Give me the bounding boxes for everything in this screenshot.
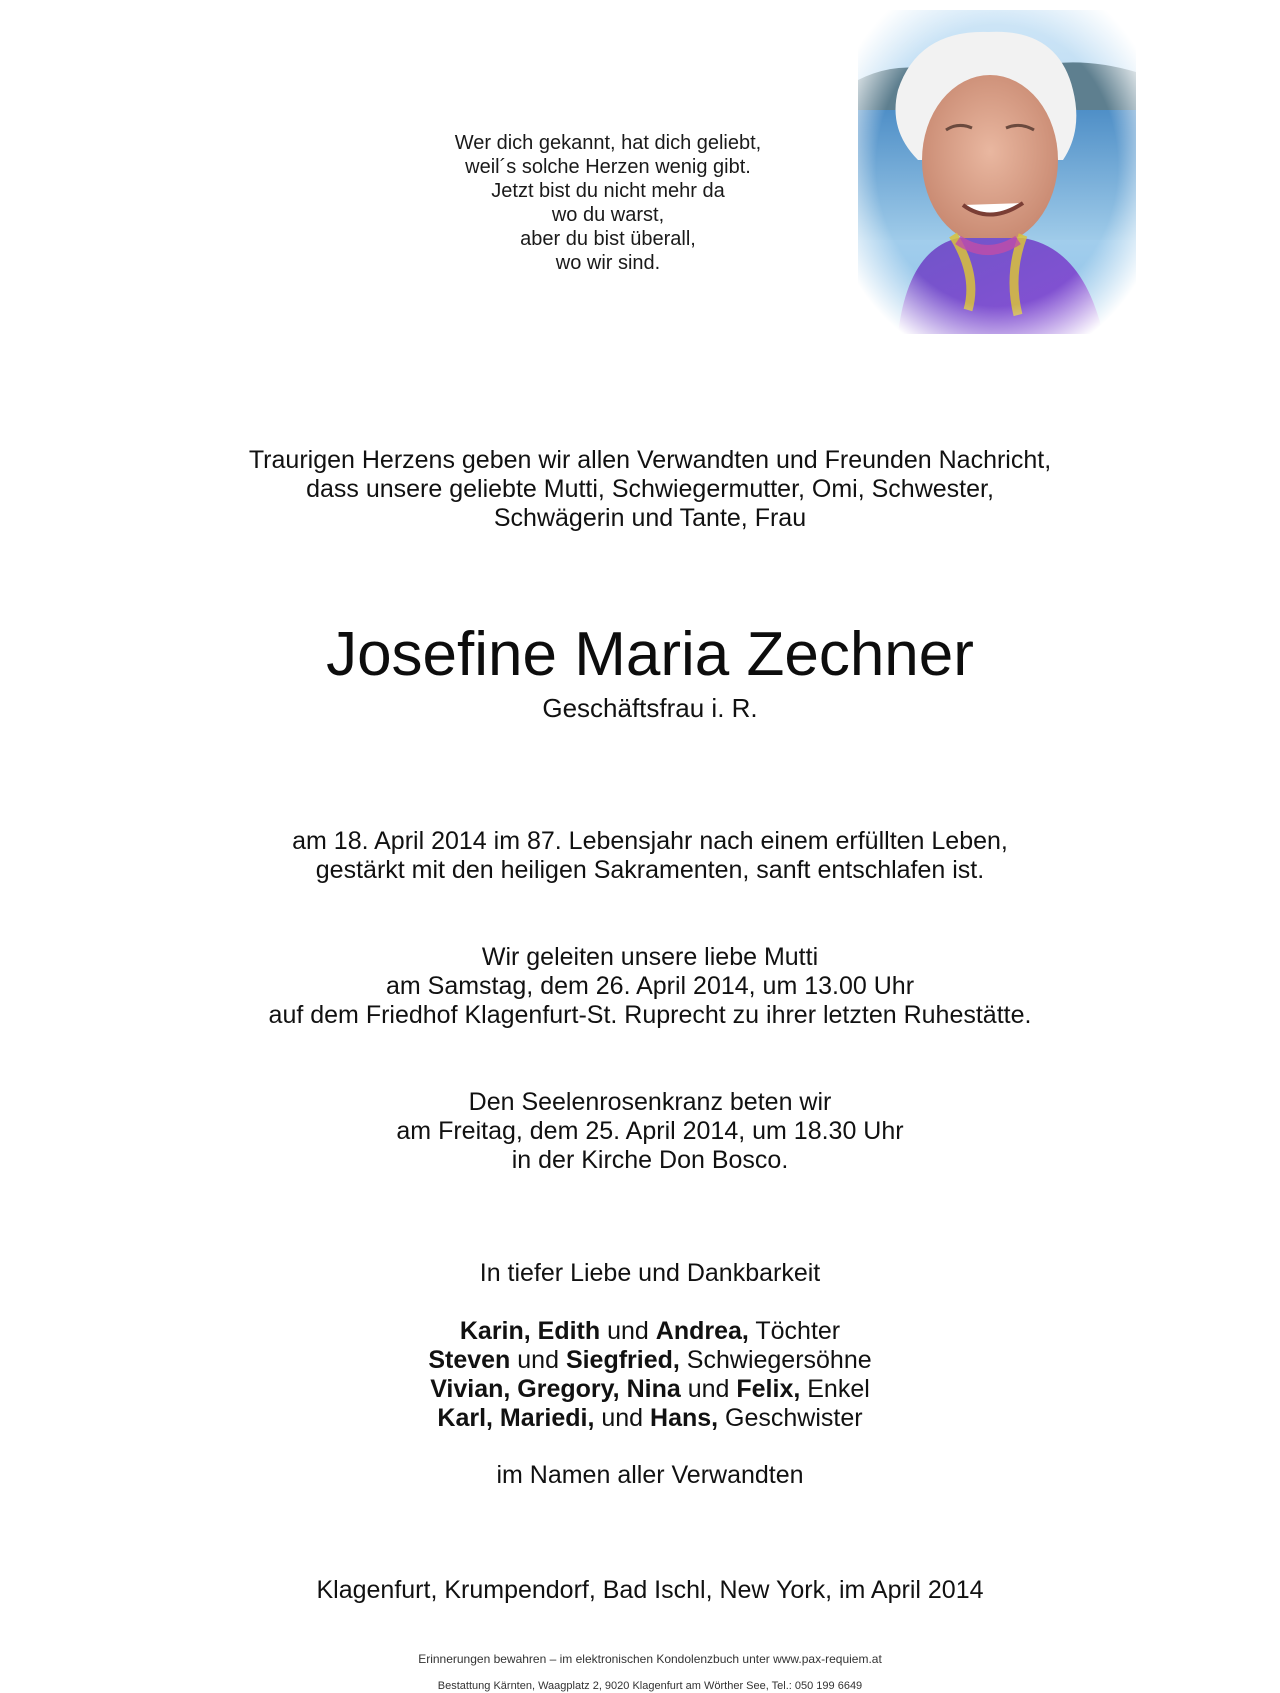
poem-line: Jetzt bist du nicht mehr da xyxy=(491,180,725,202)
family-names: Karl, Mariedi, xyxy=(437,1404,595,1432)
conjunction: und xyxy=(510,1346,566,1374)
intro-line: Traurigen Herzens geben wir allen Verwandten und Freunden Nachricht, xyxy=(248,446,1052,474)
rosary-line: Den Seelenrosenkranz beten wir xyxy=(468,1088,832,1116)
family-row-daughters xyxy=(10,1317,1280,1346)
family-names: Siegfried, xyxy=(565,1346,680,1374)
gratitude-line: In tiefer Liebe und Dankbarkeit xyxy=(479,1259,821,1287)
poem-line: Wer dich gekannt, hat dich geliebt, xyxy=(454,132,762,154)
announcement-intro xyxy=(10,446,1280,533)
death-notice xyxy=(10,827,1280,885)
relation-label: Töchter xyxy=(748,1317,841,1345)
family-names: Andrea, xyxy=(655,1317,749,1345)
conjunction: und xyxy=(594,1404,651,1432)
relatives-line: im Namen aller Verwandten xyxy=(496,1461,804,1489)
rosary-info xyxy=(10,1088,1280,1175)
funeral-line: am Samstag, dem 26. April 2014, um 13.00 Uhr xyxy=(385,972,915,1000)
relation-label: Enkel xyxy=(800,1375,870,1403)
funeral-home-address: Bestattung Kärnten, Waagplatz 2, 9020 Klagenfurt am Wörther See, Tel.: 050 199 6649 xyxy=(437,1680,863,1692)
memorial-poem xyxy=(400,131,816,275)
family-list xyxy=(10,1317,1280,1433)
family-names: Hans, xyxy=(650,1404,719,1432)
funeral-line: auf dem Friedhof Klagenfurt-St. Ruprecht zu ihrer letzten Ruhestätte. xyxy=(268,1001,1032,1029)
relation-label: Geschwister xyxy=(718,1404,863,1432)
portrait-photo xyxy=(858,10,1136,334)
condolence-book-note: Erinnerungen bewahren – im elektronischen Kondolenzbuch unter www.pax-requiem.at xyxy=(418,1652,882,1666)
poem-line: wo du warst, xyxy=(551,204,665,226)
funeral-line: Wir geleiten unsere liebe Mutti xyxy=(481,943,819,971)
family-row-siblings xyxy=(10,1404,1280,1433)
places-date-line: Klagenfurt, Krumpendorf, Bad Ischl, New York, im April 2014 xyxy=(316,1576,984,1604)
relation-label: Schwiegersöhne xyxy=(679,1346,872,1374)
intro-line: Schwägerin und Tante, Frau xyxy=(493,504,807,532)
poem-line: wo wir sind. xyxy=(555,252,661,274)
funeral-info xyxy=(10,943,1280,1030)
death-notice-line: gestärkt mit den heiligen Sakramenten, sanft entschlafen ist. xyxy=(315,856,985,884)
conjunction: und xyxy=(680,1375,737,1403)
rosary-line: in der Kirche Don Bosco. xyxy=(511,1146,789,1174)
poem-line: weil´s solche Herzen wenig gibt. xyxy=(465,156,751,178)
family-row-sons-in-law xyxy=(10,1346,1280,1375)
deceased-name: Josefine Maria Zechner xyxy=(326,620,974,689)
intro-line: dass unsere geliebte Mutti, Schwiegermutter, Omi, Schwester, xyxy=(306,475,994,503)
conjunction: und xyxy=(600,1317,656,1345)
family-names: Vivian, Gregory, Nina xyxy=(430,1375,681,1403)
death-notice-line: am 18. April 2014 im 87. Lebensjahr nach einem erfüllten Leben, xyxy=(292,827,1008,855)
rosary-line: am Freitag, dem 25. April 2014, um 18.30 Uhr xyxy=(396,1117,904,1145)
poem-line: aber du bist überall, xyxy=(520,228,696,250)
deceased-occupation: Geschäftsfrau i. R. xyxy=(542,693,758,723)
family-names: Steven xyxy=(428,1346,511,1374)
family-row-grandchildren xyxy=(10,1375,1280,1404)
family-names: Felix, xyxy=(736,1375,801,1403)
family-names: Karin, Edith xyxy=(459,1317,601,1345)
